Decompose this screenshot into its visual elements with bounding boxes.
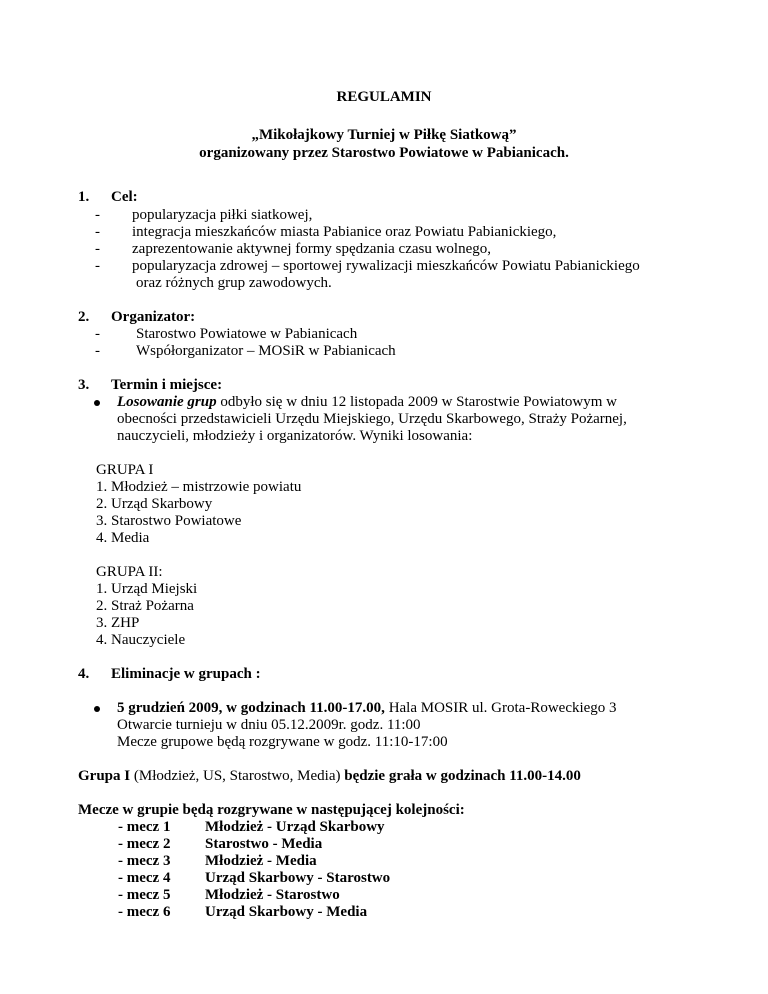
section-1-item: popularyzacja zdrowej – sportowej rywalizacji mieszkańców Powiatu Pabianickiego	[132, 258, 640, 274]
tournament-date: 5 grudzień 2009, w godzinach 11.00-17.00,	[117, 700, 385, 716]
matches-heading: Mecze w grupie będą rozgrywane w następującej kolejności:	[78, 802, 465, 818]
match-pair: Młodzież - Starostwo	[205, 887, 340, 903]
group-1-team: 3. Starostwo Powiatowe	[96, 513, 242, 529]
match-pair: Urząd Skarbowy - Starostwo	[205, 870, 391, 886]
match-pair: Młodzież - Urząd Skarbowy	[205, 819, 385, 835]
organizer-line: organizowany przez Starostwo Powiatowe w Pabianicach.	[199, 145, 569, 161]
dash: -	[95, 326, 100, 342]
opening-line: Otwarcie turnieju w dniu 05.12.2009r. godz. 11:00	[117, 717, 421, 733]
page-title: REGULAMIN	[336, 89, 432, 105]
group-2-team: 2. Straż Pożarna	[96, 598, 194, 614]
bullet-icon	[94, 706, 100, 712]
section-1-item: popularyzacja piłki siatkowej,	[132, 207, 313, 223]
group-2-team: 4. Nauczyciele	[96, 632, 186, 648]
section-4-heading: Eliminacje w grupach :	[111, 666, 261, 682]
match-pair: Młodzież - Media	[205, 853, 317, 869]
section-1-item: zaprezentowanie aktywnej formy spędzania czasu wolnego,	[132, 241, 492, 257]
section-1-item-continuation: oraz różnych grup zawodowych.	[136, 275, 332, 291]
section-2-heading: Organizator:	[111, 309, 196, 325]
draw-paragraph-line-2: obecności przedstawicieli Urzędu Miejskiego, Urzędu Skarbowego, Straży Pożarnej,	[117, 411, 627, 427]
section-2-item: Współorganizator – MOSiR w Pabianicach	[136, 343, 396, 359]
draw-label: Losowanie grup	[117, 394, 217, 410]
group-1-team: 4. Media	[96, 530, 150, 546]
match-number: - mecz 5	[118, 887, 171, 903]
dash: -	[95, 207, 100, 223]
group-2-team: 3. ZHP	[96, 615, 140, 631]
match-number: - mecz 2	[118, 836, 171, 852]
section-3-number: 3.	[78, 377, 90, 393]
dash: -	[95, 343, 100, 359]
group-a-time: będzie grała w godzinach 11.00-14.00	[344, 768, 581, 784]
section-1-number: 1.	[78, 189, 90, 205]
group-matches-line: Mecze grupowe będą rozgrywane w godz. 11:10-17:00	[117, 734, 448, 750]
section-3-heading: Termin i miejsce:	[111, 377, 223, 393]
match-number: - mecz 3	[118, 853, 171, 869]
dash: -	[95, 258, 100, 274]
dash: -	[95, 224, 100, 240]
group-2-team: 1. Urząd Miejski	[96, 581, 198, 597]
dash: -	[95, 241, 100, 257]
group-1-team: 1. Młodzież – mistrzowie powiatu	[96, 479, 302, 495]
section-1-item: integracja mieszkańców miasta Pabianice oraz Powiatu Pabianickiego,	[132, 224, 557, 240]
group-2-title: GRUPA II:	[96, 564, 163, 580]
section-2-item: Starostwo Powiatowe w Pabianicach	[136, 326, 358, 342]
draw-paragraph-line-1	[117, 394, 617, 411]
group-a-label: Grupa I	[78, 768, 131, 784]
section-2-number: 2.	[78, 309, 90, 325]
tournament-date-line	[117, 700, 617, 717]
match-pair: Starostwo - Media	[205, 836, 323, 852]
section-4-number: 4.	[78, 666, 90, 682]
section-1-heading: Cel:	[111, 189, 138, 205]
bullet-icon	[94, 400, 100, 406]
match-pair: Urząd Skarbowy - Media	[205, 904, 368, 920]
match-number: - mecz 6	[118, 904, 171, 920]
group-a-teams: (Młodzież, US, Starostwo, Media)	[130, 768, 345, 784]
draw-paragraph-line-3: nauczycieli, młodzieży i organizatorów. Wyniki losowania:	[117, 428, 473, 444]
tournament-venue: Hala MOSIR ul. Grota-Roweckiego 3	[384, 700, 617, 716]
draw-text: odbyło się w dniu 12 listopada 2009 w Starostwie Powiatowym w	[216, 394, 618, 410]
match-number: - mecz 1	[118, 819, 171, 835]
match-number: - mecz 4	[118, 870, 171, 886]
group-a-line	[78, 768, 581, 785]
tournament-name: „Mikołajkowy Turniej w Piłkę Siatkową”	[251, 127, 517, 143]
group-1-title: GRUPA I	[96, 462, 154, 478]
group-1-team: 2. Urząd Skarbowy	[96, 496, 213, 512]
